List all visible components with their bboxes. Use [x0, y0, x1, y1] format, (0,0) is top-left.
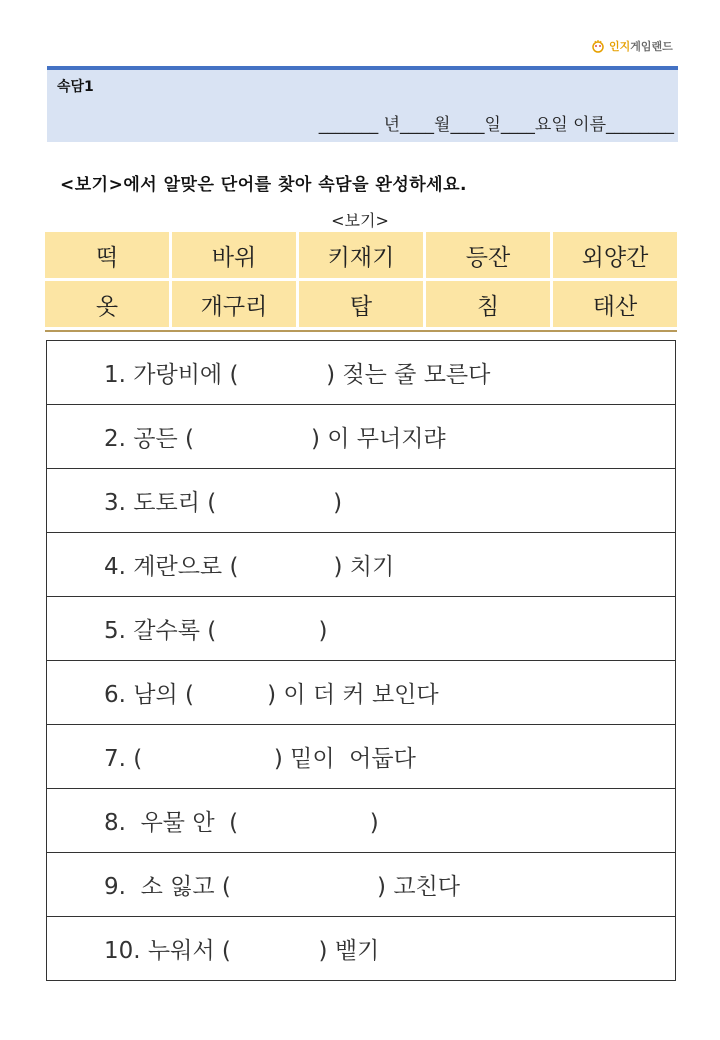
bogi-word: 개구리 [172, 281, 296, 327]
question-row: 9. 소 잃고 ( ) 고친다 [46, 852, 676, 917]
bogi-word: 등잔 [426, 232, 550, 278]
bogi-word: 옷 [45, 281, 169, 327]
bogi-word: 떡 [45, 232, 169, 278]
question-row: 3. 도토리 ( ) [46, 468, 676, 533]
logo-text: 게임랜드 [630, 40, 673, 53]
bogi-word: 키재기 [299, 232, 423, 278]
bogi-word: 바위 [172, 232, 296, 278]
bogi-word: 침 [426, 281, 550, 327]
bogi-word: 태산 [553, 281, 677, 327]
brain-icon [590, 38, 606, 54]
bogi-grid [45, 232, 677, 330]
question-row: 8. 우물 안 ( ) [46, 788, 676, 853]
bogi-word: 탑 [299, 281, 423, 327]
question-row: 2. 공든 ( ) 이 무너지랴 [46, 404, 676, 469]
question-row: 6. 남의 ( ) 이 더 커 보인다 [46, 660, 676, 725]
bogi-box [45, 232, 677, 332]
question-row: 10. 누워서 ( ) 뱉기 [46, 916, 676, 981]
question-list [46, 340, 676, 981]
bogi-label: <보기> [331, 211, 389, 230]
logo-accent-text: 인지 [609, 40, 631, 53]
brand-logo [590, 36, 673, 56]
question-row: 1. 가랑비에 ( ) 젖는 줄 모른다 [46, 340, 676, 405]
question-row: 5. 갈수록 ( ) [46, 596, 676, 661]
worksheet-header [47, 66, 678, 142]
worksheet-title: 속담1 [57, 79, 94, 95]
instruction-text: <보기>에서 알맞은 단어를 찾아 속담을 완성하세요. [60, 175, 467, 195]
date-name-line: _______ 년____월____일____요일 이름________ [318, 115, 674, 135]
bogi-word: 외양간 [553, 232, 677, 278]
question-row: 4. 계란으로 ( ) 치기 [46, 532, 676, 597]
question-row: 7. ( ) 밑이 어둡다 [46, 724, 676, 789]
